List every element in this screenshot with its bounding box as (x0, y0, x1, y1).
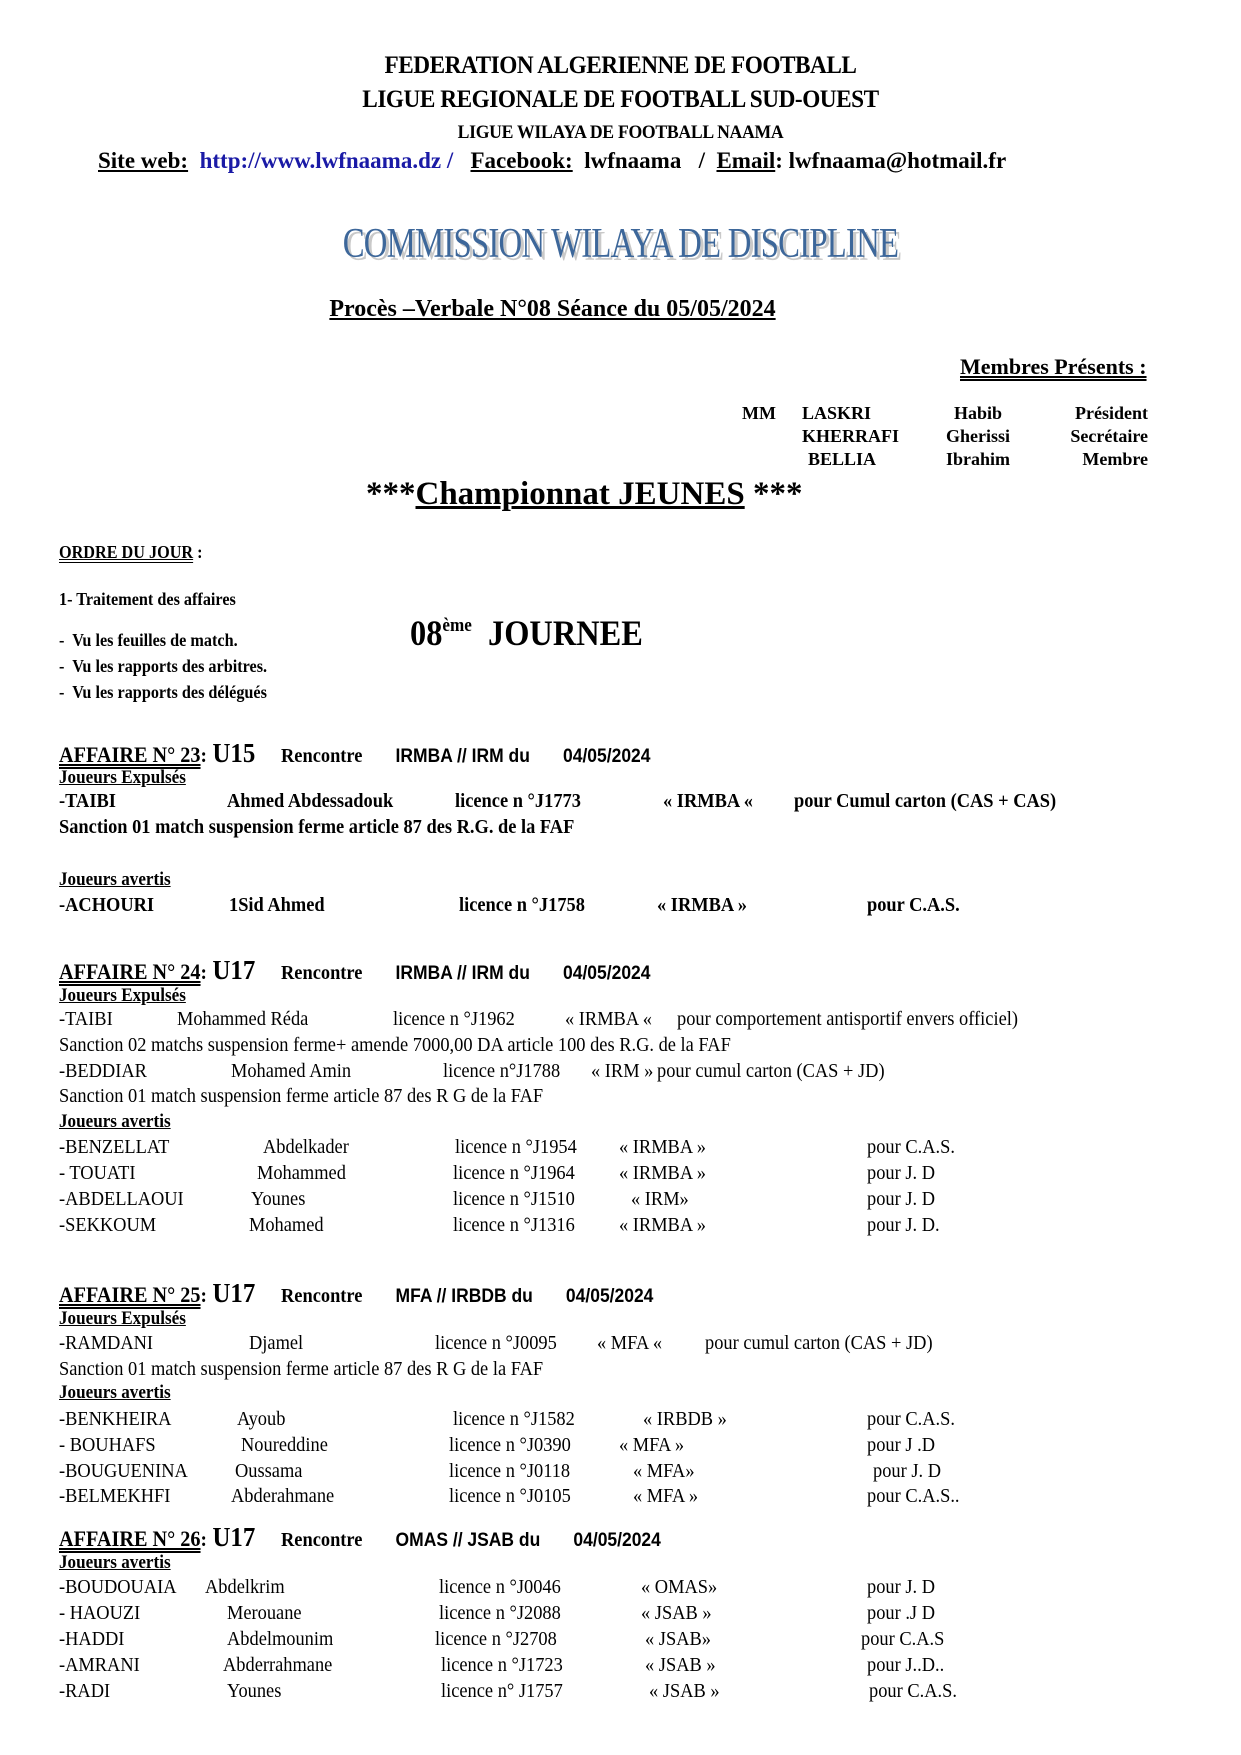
player-licence: licence n °J1510 (453, 1188, 575, 1210)
player-row (59, 1008, 1159, 1032)
affaire-header (59, 955, 650, 986)
player-prenom: Mohammed (257, 1162, 346, 1184)
player-motif: pour C.A.S. (869, 1680, 957, 1702)
player-prenom: Abderahmane (231, 1485, 335, 1507)
affaire-header (59, 1522, 661, 1553)
member-nom: KHERRAFI (802, 426, 900, 446)
championnat-heading (366, 476, 802, 513)
player-row (59, 1680, 1159, 1704)
avertis-label: Joueurs avertis (59, 1382, 171, 1403)
member-nom: LASKRI (802, 403, 872, 423)
avertis-label: Joueurs avertis (59, 1552, 171, 1573)
site-label: Site web: (98, 148, 189, 173)
player-row (59, 1434, 1159, 1458)
affaire-title: AFFAIRE N° 23 (59, 742, 201, 767)
affaire-date: 04/05/2024 (563, 963, 651, 984)
player-motif: pour C.A.S. (867, 894, 960, 916)
player-club: « MFA » (619, 1434, 685, 1456)
affaire-rencontre: Rencontre (281, 962, 363, 984)
player-motif: pour cumul carton (CAS + JD) (705, 1332, 933, 1354)
player-row (59, 1408, 1159, 1432)
player-licence: licence n °J0105 (449, 1485, 571, 1507)
player-nom: - TOUATI (59, 1162, 136, 1184)
player-motif: pour J. D. (867, 1214, 940, 1236)
player-club: « IRMBA « (663, 790, 753, 812)
site-link[interactable]: http://www.lwfnaama.dz / (199, 148, 454, 173)
member-row (742, 448, 1148, 471)
player-club: « IRM » (591, 1060, 654, 1082)
player-prenom: Oussama (235, 1460, 303, 1482)
player-nom: -BENZELLAT (59, 1136, 170, 1158)
player-licence: licence n °J2708 (435, 1628, 557, 1650)
ordre-item: - Vu les rapports des arbitres. (59, 656, 268, 676)
player-motif: pour J .D (867, 1434, 935, 1456)
player-licence: licence n °J1962 (393, 1008, 515, 1030)
player-prenom: Mohammed Réda (177, 1008, 309, 1030)
player-licence: licence n °J0046 (439, 1576, 561, 1598)
stars-left: *** (366, 476, 416, 512)
player-motif: pour J..D.. (867, 1654, 945, 1676)
player-row (59, 1188, 1159, 1212)
member-prenom: Habib (953, 403, 1003, 423)
player-nom: - BOUHAFS (59, 1434, 156, 1456)
sanction-text: Sanction 01 match suspension ferme article 87 des R G de la FAF (59, 1085, 544, 1107)
pv-title: Procès –Verbale N°08 Séance du 05/05/2024 (329, 296, 776, 322)
player-nom: -TAIBI (59, 790, 116, 812)
member-nom: BELLIA (808, 449, 877, 469)
player-club: « IRMBA » (619, 1136, 706, 1158)
player-nom: -BOUGUENINA (59, 1460, 188, 1482)
player-row (59, 1602, 1159, 1626)
player-club: « IRMBA « (565, 1008, 652, 1030)
avertis-label: Joueurs avertis (59, 869, 171, 890)
player-motif: pour .J D (867, 1602, 935, 1624)
affaire-match: IRMBA // IRM du (395, 746, 530, 767)
affaire-date: 04/05/2024 (563, 746, 651, 767)
ordre-du-jour (59, 542, 203, 563)
player-prenom: Djamel (249, 1332, 304, 1354)
members-table (742, 402, 1148, 471)
player-licence: licence n °J1954 (455, 1136, 577, 1158)
commission-title: COMMISSION WILAYA DE DISCIPLINE (342, 221, 899, 267)
player-motif: pour C.A.S (861, 1628, 945, 1650)
player-licence: licence n° J1757 (441, 1680, 563, 1702)
facebook-label: Facebook: (470, 148, 573, 173)
player-nom: -ACHOURI (59, 894, 155, 916)
player-club: « JSAB » (641, 1602, 712, 1624)
ordre-du-jour-title: ORDRE DU JOUR (59, 542, 194, 562)
player-nom: -BEDDIAR (59, 1060, 147, 1082)
player-motif: pour cumul carton (CAS + JD) (657, 1060, 885, 1082)
affaire-category: U17 (212, 955, 256, 985)
player-prenom: Merouane (227, 1602, 302, 1624)
journee-suffix: ème (442, 615, 472, 636)
affaire-date: 04/05/2024 (573, 1530, 661, 1551)
ordre-item: - Vu les rapports des délégués (59, 682, 267, 702)
player-club: « JSAB » (649, 1680, 720, 1702)
player-motif: pour J. D (867, 1576, 935, 1598)
member-row (742, 425, 1148, 448)
affaire-colon: : (200, 743, 207, 767)
sanction-text: Sanction 02 matchs suspension ferme+ amende 7000,00 DA article 100 des R.G. de la FAF (59, 1034, 731, 1056)
affaire-header (59, 738, 650, 769)
player-club: « IRMBA » (657, 894, 747, 916)
player-motif: pour C.A.S. (867, 1136, 955, 1158)
player-nom: -TAIBI (59, 1008, 113, 1030)
affaire-match: MFA // IRBDB du (395, 1286, 533, 1307)
player-club: « OMAS» (641, 1576, 718, 1598)
ordre-item-1: 1- Traitement des affaires (59, 589, 236, 609)
member-role: Président (1075, 403, 1148, 423)
player-motif: pour C.A.S. (867, 1408, 955, 1430)
player-club: « MFA» (633, 1460, 695, 1482)
player-row (59, 1162, 1159, 1186)
player-licence: licence n °J1758 (459, 894, 585, 916)
expulses-label: Joueurs Expulsés (59, 1308, 186, 1329)
player-licence: licence n °J1723 (441, 1654, 563, 1676)
player-licence: licence n °J1316 (453, 1214, 575, 1236)
player-nom: -BELMEKHFI (59, 1485, 171, 1507)
affaire-date: 04/05/2024 (565, 1286, 654, 1307)
player-prenom: Noureddine (241, 1434, 328, 1456)
player-row (59, 1485, 1159, 1509)
affaire-rencontre: Rencontre (281, 1529, 363, 1551)
player-licence: licence n °J0390 (449, 1434, 571, 1456)
player-licence: licence n °J2088 (439, 1602, 561, 1624)
player-row (59, 1136, 1159, 1160)
member-role: Secrétaire (1070, 426, 1148, 446)
player-nom: - HAOUZI (59, 1602, 141, 1624)
federation-title: FEDERATION ALGERIENNE DE FOOTBALL (384, 52, 857, 79)
affaire-category: U17 (212, 1278, 256, 1308)
journee-label: JOURNEE (488, 613, 643, 653)
player-row (59, 1332, 1159, 1356)
player-prenom: Abderrahmane (223, 1654, 333, 1676)
player-motif: pour J. D (873, 1460, 941, 1482)
member-prenom: Ibrahim (945, 449, 1010, 469)
player-row (59, 1576, 1159, 1600)
player-licence: licence n °J1964 (453, 1162, 575, 1184)
stars-right: *** (744, 476, 803, 512)
player-licence: licence n °J0118 (449, 1460, 571, 1482)
championnat-title: Championnat JEUNES (415, 476, 745, 512)
email-label: Email (716, 148, 776, 173)
player-nom: -HADDI (59, 1628, 125, 1650)
ordre-item: - Vu les feuilles de match. (59, 630, 238, 650)
player-licence: licence n °J1582 (453, 1408, 575, 1430)
player-motif: pour J. D (867, 1188, 935, 1210)
affaire-category: U17 (212, 1522, 256, 1552)
player-licence: licence n °J1773 (455, 790, 581, 812)
player-club: « MFA » (633, 1485, 699, 1507)
expulses-label: Joueurs Expulsés (59, 985, 186, 1006)
ordre-colon: : (193, 542, 203, 562)
sanction-text: Sanction 01 match suspension ferme article 87 des R G de la FAF (59, 1358, 544, 1380)
player-club: « IRMBA » (619, 1162, 706, 1184)
player-club: « IRBDB » (643, 1408, 727, 1430)
player-nom: -AMRANI (59, 1654, 140, 1676)
player-row (59, 1060, 1159, 1084)
member-prenom: Gherissi (945, 426, 1010, 446)
affaire-category: U15 (212, 738, 256, 768)
player-prenom: 1Sid Ahmed (229, 894, 325, 916)
affaire-rencontre: Rencontre (281, 745, 363, 767)
player-row (59, 894, 1159, 918)
affaire-title: AFFAIRE N° 26 (59, 1526, 201, 1551)
avertis-label: Joueurs avertis (59, 1111, 171, 1132)
player-nom: -BOUDOUAIA (59, 1576, 177, 1598)
journee-number: 08 (410, 613, 443, 653)
player-club: « JSAB » (645, 1654, 716, 1676)
player-nom: -RADI (59, 1680, 111, 1702)
affaire-match: OMAS // JSAB du (395, 1530, 541, 1551)
player-prenom: Abdelmounim (227, 1628, 334, 1650)
player-prenom: Younes (227, 1680, 282, 1702)
journee-heading (410, 612, 643, 654)
player-club: « IRMBA » (619, 1214, 706, 1236)
player-row (59, 1460, 1159, 1484)
player-licence: licence n °J0095 (435, 1332, 557, 1354)
affaire-header (59, 1278, 653, 1309)
affaire-title: AFFAIRE N° 24 (59, 959, 201, 984)
player-prenom: Abdelkrim (205, 1576, 285, 1598)
player-nom: -BENKHEIRA (59, 1408, 172, 1430)
player-club: « MFA « (597, 1332, 663, 1354)
separator: / (698, 148, 705, 173)
player-prenom: Ayoub (237, 1408, 286, 1430)
player-prenom: Mohamed (249, 1214, 324, 1236)
expulses-label: Joueurs Expulsés (59, 767, 186, 788)
ligue-wilaya-title: LIGUE WILAYA DE FOOTBALL NAAMA (457, 122, 784, 143)
contact-line (98, 148, 1006, 174)
player-prenom: Ahmed Abdessadouk (227, 790, 394, 812)
player-licence: licence n°J1788 (443, 1060, 561, 1082)
player-club: « IRM» (631, 1188, 689, 1210)
affaire-colon: : (200, 960, 207, 984)
player-nom: -RAMDANI (59, 1332, 154, 1354)
affaire-colon: : (200, 1283, 207, 1307)
player-prenom: Mohamed Amin (231, 1060, 352, 1082)
facebook-value: lwfnaama (584, 148, 682, 173)
player-nom: -SEKKOUM (59, 1214, 157, 1236)
member-role: Membre (1082, 449, 1148, 469)
player-club: « JSAB» (645, 1628, 711, 1650)
player-motif: pour comportement antisportif envers officiel) (677, 1008, 1018, 1030)
affaire-title: AFFAIRE N° 25 (59, 1282, 201, 1307)
membres-presents-title: Membres Présents : (960, 354, 1147, 379)
player-prenom: Younes (251, 1188, 306, 1210)
sanction-text: Sanction 01 match suspension ferme article 87 des R.G. de la FAF (59, 816, 575, 838)
member-row (742, 402, 1148, 425)
player-nom: -ABDELLAOUI (59, 1188, 184, 1210)
player-motif: pour J. D (867, 1162, 935, 1184)
player-row (59, 1654, 1159, 1678)
player-row (59, 1214, 1159, 1238)
player-motif: pour Cumul carton (CAS + CAS) (794, 790, 1057, 812)
ligue-regionale-title: LIGUE REGIONALE DE FOOTBALL SUD-OUEST (362, 86, 879, 113)
affaire-match: IRMBA // IRM du (395, 963, 530, 984)
affaire-colon: : (200, 1527, 207, 1551)
affaire-rencontre: Rencontre (281, 1285, 363, 1307)
player-prenom: Abdelkader (263, 1136, 349, 1158)
email-value[interactable]: : lwfnaama@hotmail.fr (775, 148, 1007, 173)
player-row (59, 1628, 1159, 1652)
member-prefix: MM (742, 403, 776, 423)
player-motif: pour C.A.S.. (867, 1485, 960, 1507)
player-row (59, 790, 1159, 814)
